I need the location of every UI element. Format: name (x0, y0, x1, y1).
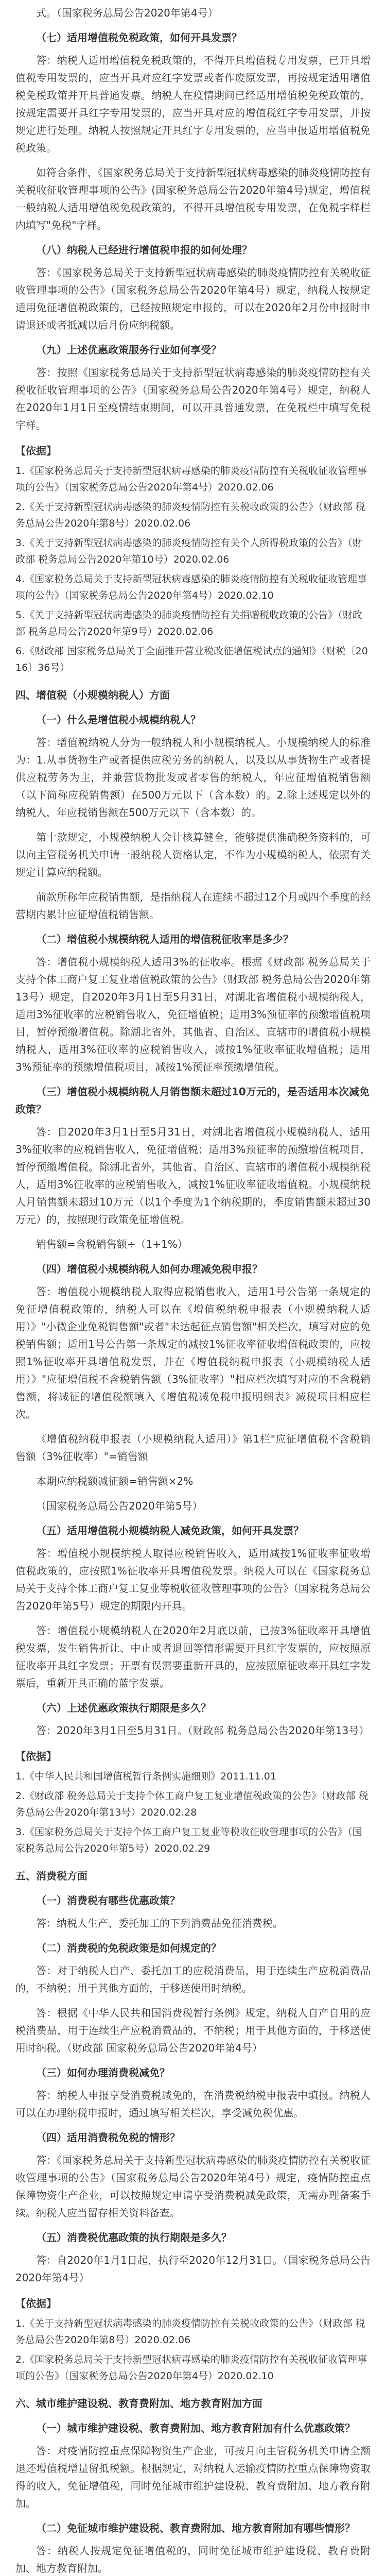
paragraph: 本期应纳税额减征额=销售额×2% (36, 1475, 194, 1487)
question-heading: （一）城市维护建设税、教育费附加、地方教育附加有什么优惠政策？ (36, 2422, 355, 2434)
paragraph: 答：自2020年1月1日起，执行至2020年12月31日。（国家税务总局公告2020年第4号） (15, 2254, 371, 2284)
paragraph: 答：《国家税务总局关于支持新型冠状病毒感染的肺炎疫情防控有关税收征收管理事项的公告》（国家税务总局公告2020年第4号）规定，疫情防控重点保障物资生产企业，可以按照规定申请享受消费税减免政策，无需办理备案手续。纳税人应当留存相关资料备查。 (15, 2154, 371, 2219)
basis-reference: 3.《国家税务总局关于支持个体工商户复工复业等税收征收管理事项的公告》（国家税务总局公告2020年第5号）2020.02.29 (15, 1826, 362, 1854)
paragraph: 销售额=含税销售额÷（1+1%） (36, 1238, 188, 1250)
paragraph: 答：增值税小规模纳税人在2020年2月底以前，已按3%征收率开具增值税发票，发生销售折让、中止或者退回等情形需要开具红字发票的，应按照原征收率开具红字发票；开票有误需要重新开具的，应按照原征收率开具红字发票后，重新开具正确的蓝字发票。 (15, 1624, 371, 1689)
paragraph: 答：纳税人按规定免征增值税的，同时免征城市维护建设税、教育费附加、地方教育附加。 (15, 2545, 371, 2574)
section-heading: 五、消费税方面 (15, 1870, 87, 1882)
basis-label: 【依据】 (15, 1750, 57, 1762)
question-heading: （三）如何办理消费税减免？ (36, 2066, 170, 2079)
basis-reference: 3.《关于支持新型冠状病毒感染的肺炎疫情防控有关个人所得税政策的公告》（财政部 税务总局公告2020年第10号）2020.02.06 (15, 537, 362, 565)
question-heading: （二）消费税的免税政策是如何规定的？ (36, 1942, 221, 1954)
paragraph: 式。（国家税务总局公告2020年第4号） (36, 7, 218, 19)
basis-reference: 1.《中华人民共和国增值税暂行条例实施细则》2011.11.01 (15, 1771, 276, 1782)
basis-reference: 4.《国家税务总局关于支持新型冠状病毒感染的肺炎疫情防控有关税收征收管理事项的公告》（国家税务总局公告2020年第4号）2020.02.10 (15, 573, 367, 601)
question-heading: （八）纳税人已经进行增值税申报的如何处理？ (36, 244, 252, 256)
question-heading: （四）适用消费税免税的情形？ (36, 2131, 180, 2144)
paragraph: 如符合条件，《国家税务总局关于支持新型冠状病毒感染的肺炎疫情防控有关税收征收管理事项的公告》(国家税务总局公告2020年第4号)规定，增值税一般纳税人适用增值税免税政策的，不得开具增值税专用发票，在免税字样栏内填写"免税"字样。 (15, 166, 371, 231)
paragraph: 答：纳税人生产、委托加工的下列消费品免征消费税。 (36, 1917, 283, 1929)
paragraph: 答：《国家税务总局关于支持新型冠状病毒感染的肺炎疫情防控有关税收征收管理事项的公告》（国家税务总局公告2020年第4号）规定，纳税人按规定适用免征增值税政策的，已经按照规定申报的，可以在2020年2月份申报时申请退还或者抵减以后月份应纳税额。 (15, 266, 371, 331)
question-heading: （一）消费税有哪些优惠政策？ (36, 1894, 180, 1907)
paragraph: 答：根据《中华人民共和国消费税暂行条例》规定，纳税人自产自用的应税消费品，用于连续生产应税消费品的，不纳税；用于其他方面的，于移送使用时纳税。（财政部 国家税务总局公告2020年第4号） (15, 2007, 371, 2054)
question-heading: （二）增值税小规模纳税人适用的增值税征收率是多少？ (36, 933, 293, 945)
question-heading: （三）增值税小规模纳税人月销售额未超过10万元的，是否适用本次减免政策？ (15, 1086, 370, 1115)
paragraph: 答：纳税人适用增值税免税政策的，不得开具增值税专用发票，已开具增值税专用发票的，应当开具对应红字发票或者作废原发票，再按规定适用增值税免税政策并开具普通发票。纳税人在疫情期间已经适用增值税免税政策的，按规定需要开具红字专用发票的，应当开具对应的增值税红字专用发票，并按规定进行处理。纳税人按照规定开具红字专用发票的，应当申报适用增值税免税政策。 (15, 54, 371, 154)
basis-reference: 2.《财政部 税务总局关于支持个体工商户复工复业增值税政策的公告》（财政部 税务总局公告2020年第13号）2020.02.28 (15, 1790, 369, 1818)
question-heading: （五）消费税优惠政策的执行期限是多久？ (36, 2231, 232, 2244)
basis-reference: 2.《国家税务总局关于支持新型冠状病毒感染的肺炎疫情防控有关税收征收管理事项的公告》（国家税务总局公告2020年第4号）2020.02.10 (15, 2354, 367, 2382)
paragraph: 《增值税纳税申报表（小规模纳税人适用）》第1栏"应征增值税不含税销售额（3%征收率）"=销售额 (15, 1433, 371, 1463)
basis-reference: 1.《国家税务总局关于支持新型冠状病毒感染的肺炎疫情防控有关税收征收管理事项的公告》（国家税务总局公告2020年第4号）2020.02.06 (15, 465, 367, 493)
question-heading: （六）上述优惠政策执行期限是多久？ (36, 1702, 211, 1714)
paragraph: 答：按照《国家税务总局关于支持新型冠状病毒感染的肺炎疫情防控有关税收征收管理事项的公告》（国家税务总局公告2020年第4号）规定，纳税人在2020年1月1日至疫情结束期间，可以开具普通发票，在免税栏中填写免税字样。 (15, 366, 371, 431)
question-heading: （五）适用增值税小规模纳税人减免政策，如何开具发票？ (36, 1524, 304, 1537)
question-heading: （九）上述优惠政策服务行业如何享受？ (36, 344, 221, 356)
paragraph: （国家税务总局公告2020年第5号） (36, 1500, 203, 1512)
section-heading: 四、增值税（小规模纳税人）方面 (15, 689, 170, 701)
question-heading: （四）增值税小规模纳税人如何办理减免税申报？ (36, 1263, 262, 1275)
question-heading: （一）什么是增值税小规模纳税人？ (36, 714, 201, 726)
question-heading: （二）免征城市维护建设税、教育费附加、地方教育附加有哪些情形？ (36, 2522, 355, 2534)
paragraph: 答：对疫情防控重点保障物资生产企业，可按月向主管税务机关申请全额退还增值税增量留抵税额。根据规定，对纳税人运输疫情防控重点保障物资取得的收入，免征增值税，同时免征城市维护建设税、教育费附加、地方教育附加。 (15, 2445, 371, 2510)
paragraph: 答：增值税纳税人分为一般纳税人和小规模纳税人。小规模纳税人的标准为：1.从事货物生产或者提供应税劳务的纳税人，以及以从事货物生产或者提供应税劳务为主，并兼营货物批发或者零售的纳税人，年应征增值税销售额（以下简称应税销售额）在500万元以下（含本数）的。2.除上述规定以外的纳税人，年应税销售额在500万元以下（含本数）的。 (15, 736, 371, 819)
paragraph: 答：2020年3月1日至5月31日。（财政部 税务总局公告2020年第13号） (36, 1724, 370, 1737)
paragraph: 第十款规定，小规模纳税人会计核算健全，能够提供准确税务资料的，可以向主管税务机关申请一般纳税人资格认定，不作为小规模纳税人，依照有关规定计算应纳税额。 (15, 831, 371, 878)
basis-label: 【依据】 (15, 445, 57, 457)
basis-reference: 1.《关于支持新型冠状病毒感染的肺炎疫情防控有关税收政策的公告》（财政部 税务总局公告2020年第8号）2020.02.06 (15, 2318, 365, 2346)
paragraph: 答：增值税小规模纳税人取得应税销售收入，适用1号公告第一条规定的免征增值税政策的，纳税人可以在《增值税纳税申报表（小规模纳税人适用）》"小微企业免税销售额"或者"未达起征点销售额"相关栏次，填写对应的免税销售额；适用1号公告第一条规定的减按1%征收率征收增值税政策的，应按照1%征收率开具增值税发票，并在《增值税纳税申报表（小规模纳税人适用）》"应征增值税不含税销售额（3%征收率）"相应栏次填写对应的不含税销售额，将减征的增值税额填入《增值税减免税申报明细表》减税项目相应栏次。 (15, 1285, 371, 1420)
basis-reference: 5.《关于支持新型冠状病毒感染的肺炎疫情防控有关捐赠税收政策的公告》（财政部 税务总局公告2020年第9号）2020.02.06 (15, 609, 362, 637)
paragraph: 答：对于纳税人自产、委托加工的应税消费品，用于连续生产应税消费品的，不纳税；用于其他方面的，于移送使用时纳税。 (15, 1964, 371, 1994)
paragraph: 答：纳税人申报享受消费税减免的，在消费税纳税申报表中填报。纳税人可以在办理纳税申报时，通过填写相关栏次，享受减免税优惠。 (15, 2089, 371, 2119)
paragraph: 答：增值税小规模纳税人取得应税销售收入，适用减按1%征收率征收增值税政策的，应按照1%征收率开具增值税发票。纳税人可以在《国家税务总局关于支持个体工商户复工复业等税收征收管理事项的公告》（国家税务总局公告2020年第5号）规定的期限内开具。 (15, 1547, 371, 1612)
basis-reference: 6.《财政部 国家税务总局关于全面推开营业税改征增值税试点的通知》（财税〔2016〕36号） (15, 646, 368, 673)
paragraph: 答：增值税小规模纳税人适用3%的征收率。根据《财政部 税务总局关于支持个体工商户复工复业增值税政策的公告》（财政部 税务总局公告2020年第13号）规定，自2020年3月1日至5月31日，对湖北省增值税小规模纳税人，适用3%征收率的应税销售收入，免征增值税；适用3%预征率的预缴增值税项目，暂停预缴增值税。除湖北省外，其他省、自治区、直辖市的增值税小规模纳税人，适用3%征收率的应税销售收入，减按1%征收率征收增值税；适用3%预征率的预缴增值税项目，减按1%预征率预缴增值税。 (15, 956, 371, 1073)
basis-reference: 2.《关于支持新型冠状病毒感染的肺炎疫情防控有关税收政策的公告》（财政部 税务总局公告2020年第8号）2020.02.06 (15, 501, 365, 529)
basis-label: 【依据】 (15, 2297, 57, 2310)
section-heading: 六、城市维护建设税、教育费附加、地方教育附加方面 (15, 2397, 262, 2410)
document-body (15, 0, 371, 2576)
question-heading: （七）适用增值税免税政策，如何开具发票？ (36, 31, 242, 44)
paragraph: 前款所称年应税销售额，是指纳税人在连续不超过12个月或四个季度的经营期内累计应征增值税销售额。 (15, 891, 371, 921)
paragraph: 答：自2020年3月1日至5月31日，对湖北省增值税小规模纳税人，适用3%征收率的应税销售收入，免征增值税；适用3%预征率的预缴增值税项目，暂停预缴增值税。除湖北省外，其他省、自治区、直辖市的增值税小规模纳税人，适用3%征收率的应税销售收入，减按1%征收率征收增值税。小规模纳税人月销售额未超过10万元（以1个季度为1个纳税期的，季度销售额未超过30万元）的，按照现行政策免征增值税。 (15, 1126, 371, 1226)
